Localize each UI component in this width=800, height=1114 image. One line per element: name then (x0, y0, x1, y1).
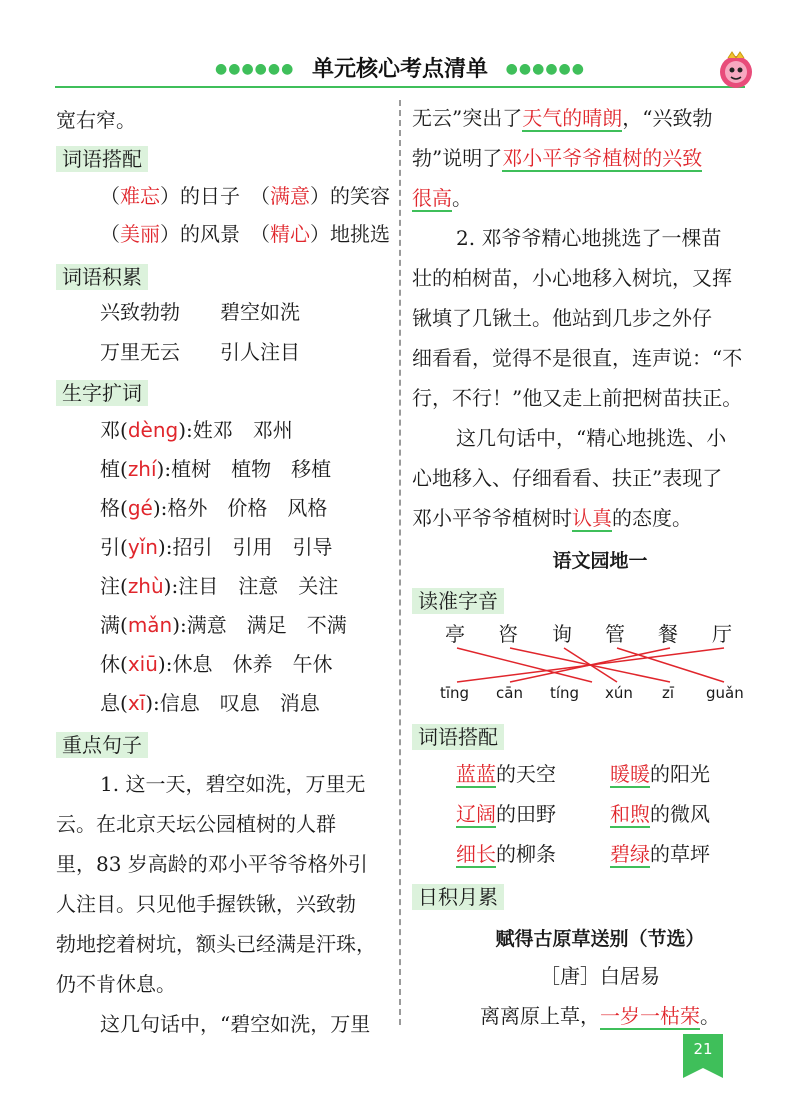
section-tag-pronunciation: 读准字音 (412, 588, 504, 614)
match-row-1: 蓝蓝的天空 (456, 762, 556, 786)
paragraph-line: 细看看，觉得不是很直，连声说：“不 (412, 346, 743, 370)
pron-pinyin: cān (496, 684, 523, 702)
paragraph-line: 邓小平爷爷植树时认真的态度。 (412, 506, 692, 530)
match-row-2b: 和煦的微风 (610, 802, 710, 826)
pronunciation-match (412, 622, 752, 712)
analysis-line-3: 很高。 (412, 186, 472, 210)
garden-title: 语文园地一 (552, 550, 648, 572)
pron-pinyin: tīng (440, 684, 470, 702)
match-row-2: 辽阔的田野 (456, 802, 556, 826)
char-row: 满(mǎn):满意 满足 不满 (100, 613, 347, 637)
char-row: 息(xī):信息 叹息 消息 (100, 691, 320, 715)
paragraph-line: 锹填了几锹土。他站到几步之外仔 (412, 306, 712, 330)
match-row-1b: 暖暖的阳光 (610, 762, 710, 786)
paragraph-line: 这几句话中，“精心地挑选、小 (456, 426, 727, 450)
section-tag-collocation: 词语搭配 (56, 146, 148, 172)
pron-char: 厅 (712, 622, 732, 646)
analysis-line-1: 无云”突出了天气的晴朗，“兴致勃 (412, 106, 713, 130)
char-row: 引(yǐn):招引 引用 引导 (100, 535, 333, 559)
pron-char: 询 (552, 622, 572, 646)
analysis-line-2: 勃”说明了邓小平爷爷植树的兴致 (412, 146, 703, 170)
poem-line: 离离原上草，一岁一枯荣。 (480, 1004, 720, 1028)
char-row: 注(zhù):注目 注意 关注 (100, 574, 339, 598)
paragraph-line: 心地移入、仔细看看、扶正”表现了 (412, 466, 723, 490)
header-dots-right: ●●●●●● (505, 61, 585, 77)
char-row: 邓(dèng):姓邓 邓州 (100, 418, 293, 442)
pron-pinyin: zī (662, 684, 675, 702)
pron-pinyin: guǎn (706, 684, 744, 702)
header-title: 单元核心考点清单 (311, 57, 488, 82)
pron-pinyin: xún (605, 684, 633, 702)
match-row-3: 细长的柳条 (456, 842, 556, 866)
poem-title: 赋得古原草送别（节选） (495, 928, 705, 950)
section-tag-word-match: 词语搭配 (412, 724, 504, 750)
sentence-line: 里，83 岁高龄的邓小平爷爷格外引 (56, 852, 368, 876)
sentence-line: 人注目。只见他手握铁锹，兴致勃 (56, 892, 356, 916)
paragraph-line: 2. 邓爷爷精心地挑选了一棵苗 (456, 226, 722, 250)
sentence-line: 勃地挖着树坑，额头已经满是汗珠， (56, 932, 376, 956)
header-rule (55, 86, 745, 88)
page-number: 21 (693, 1040, 713, 1058)
char-row: 休(xiū):休息 休养 午休 (100, 652, 333, 676)
pron-char: 咨 (498, 622, 518, 646)
sentence-line: 云。在北京天坛公园植树的人群 (56, 812, 336, 836)
pron-pinyin: tíng (550, 684, 580, 702)
mascot-icon (714, 48, 758, 92)
section-tag-key-sentences: 重点句子 (56, 732, 148, 758)
pron-char: 餐 (658, 622, 678, 646)
collocation-row-2: （美丽）的风景 （精心）地挑选 (100, 222, 390, 246)
section-tag-daily-accum: 日积月累 (412, 884, 504, 910)
vocab-row-2: 万里无云 引人注目 (100, 340, 300, 364)
paragraph-line: 行，不行！”他又走上前把树苗扶正。 (412, 386, 743, 410)
char-row: 植(zhí):植树 植物 移植 (100, 457, 332, 481)
poem-author: ［唐］白居易 (540, 964, 660, 988)
char-row: 格(gé):格外 价格 风格 (100, 496, 328, 520)
section-tag-vocabulary: 词语积累 (56, 264, 148, 290)
intro-text: 宽右窄。 (56, 108, 136, 132)
section-tag-new-chars: 生字扩词 (56, 380, 148, 406)
vocab-row-1: 兴致勃勃 碧空如洗 (100, 300, 300, 324)
sentence-line: 1. 这一天，碧空如洗，万里无 (100, 772, 366, 796)
paragraph-line: 壮的柏树苗，小心地移入树坑，又挥 (412, 266, 732, 290)
collocation-row-1: （难忘）的日子 （满意）的笑容 (100, 184, 390, 208)
pron-char: 亭 (445, 622, 465, 646)
header-dots-left: ●●●●●● (215, 61, 295, 77)
sentence-line: 仍不肯休息。 (56, 972, 176, 996)
sentence-line: 这几句话中，“碧空如洗，万里 (100, 1012, 371, 1036)
pron-char: 管 (605, 622, 625, 646)
match-row-3b: 碧绿的草坪 (610, 842, 710, 866)
page-header (0, 52, 800, 83)
